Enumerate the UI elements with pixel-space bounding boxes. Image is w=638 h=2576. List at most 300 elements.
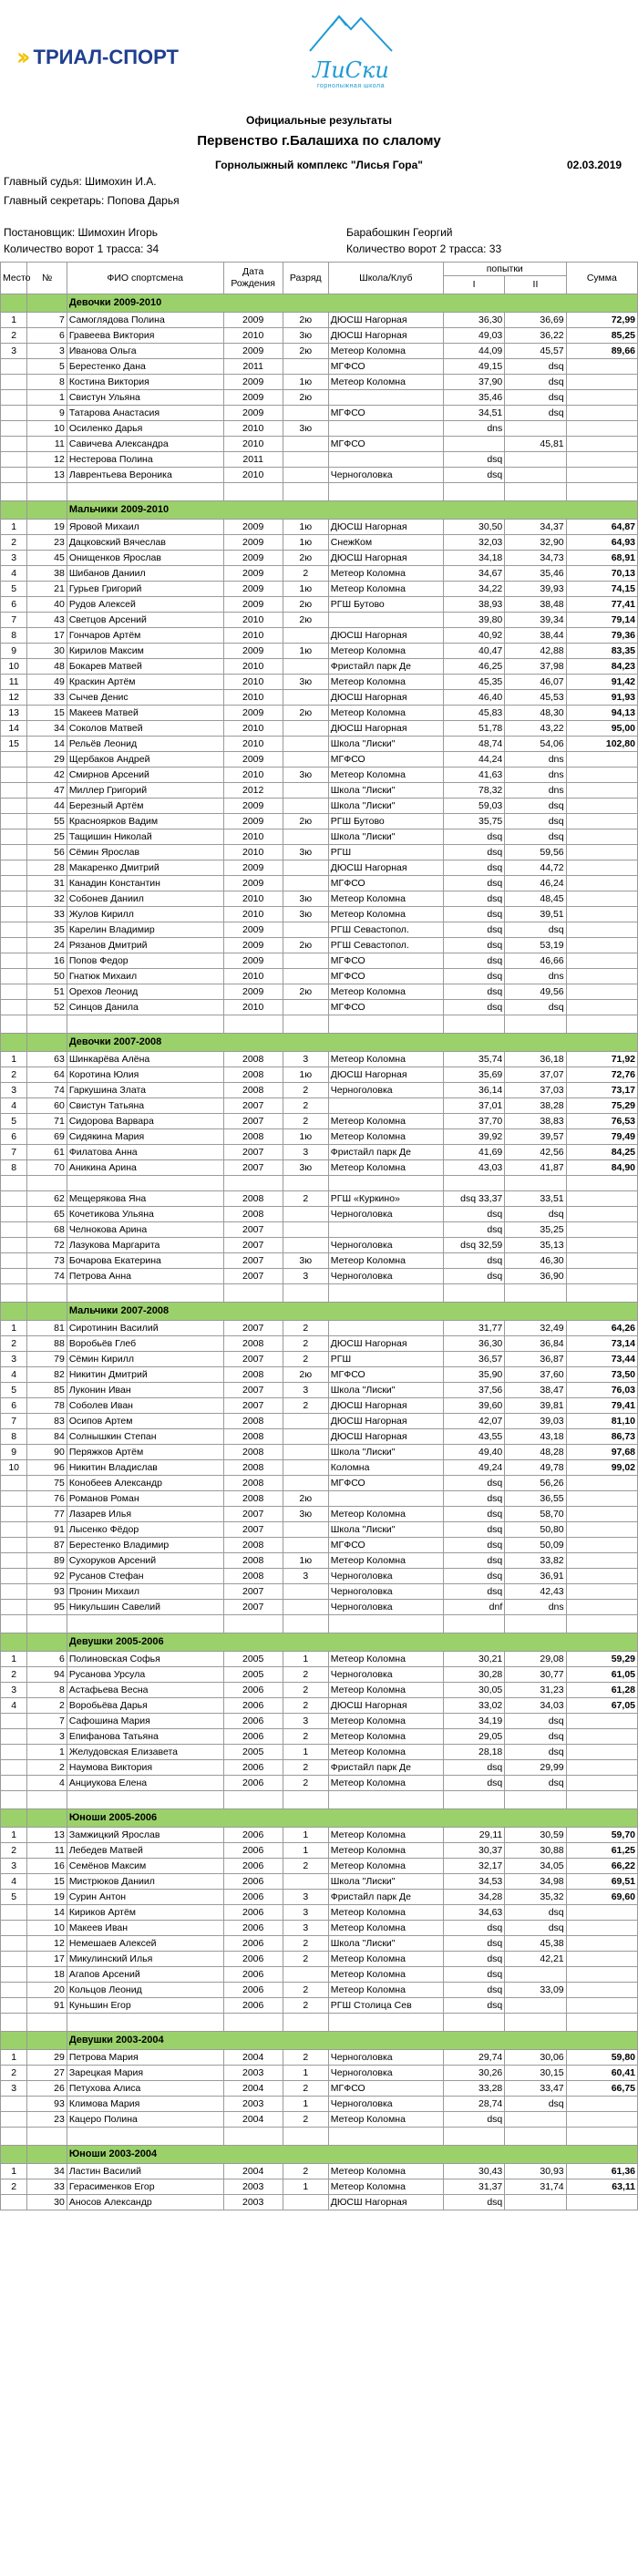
total-cell: 67,05 [566, 1698, 637, 1714]
table-row [1, 1936, 638, 1952]
num-cell: 32 [27, 891, 67, 907]
num-cell: 10 [27, 421, 67, 437]
run2-cell: 37,03 [505, 1083, 566, 1098]
rank-cell: 2ю [283, 597, 328, 613]
group-title: Девушки 2003-2004 [67, 2032, 637, 2050]
num-cell: 90 [27, 1445, 67, 1460]
spacer-cell [1, 1615, 27, 1633]
spacer-cell [505, 1615, 566, 1633]
spacer-cell [67, 483, 223, 501]
place-cell: 5 [1, 1383, 27, 1398]
place-cell [1, 783, 27, 799]
name-cell: Савичева Александра [67, 437, 223, 452]
birth-cell: 2009 [223, 814, 283, 829]
num-cell: 12 [27, 1936, 67, 1952]
run1-cell: 41,69 [443, 1145, 504, 1160]
group-header [1, 1034, 638, 1052]
spacer-cell [223, 1615, 283, 1633]
place-cell [1, 468, 27, 483]
num-cell: 73 [27, 1253, 67, 1269]
rank-cell [283, 1176, 328, 1191]
table-row [1, 1905, 638, 1921]
place-cell: 6 [1, 1398, 27, 1414]
rank-cell: 2ю [283, 706, 328, 721]
place-cell [1, 1776, 27, 1791]
place-cell: 13 [1, 706, 27, 721]
name-cell: Перяжков Артём [67, 1445, 223, 1460]
table-row [1, 628, 638, 644]
birth-cell: 2005 [223, 1652, 283, 1667]
run2-cell: 33,09 [505, 1983, 566, 1998]
run2-cell: 42,43 [505, 1584, 566, 1600]
run1-cell: dsq [443, 1998, 504, 2014]
total-cell [566, 1207, 637, 1222]
club-cell: Черноголовка [328, 2097, 443, 2112]
birth-cell: 2007 [223, 1145, 283, 1160]
place-cell [1, 1600, 27, 1615]
group-blank [1, 294, 27, 313]
num-cell: 96 [27, 1460, 67, 1476]
rank-cell [283, 2195, 328, 2210]
place-cell [1, 1207, 27, 1222]
club-cell [328, 1176, 443, 1191]
total-cell: 59,80 [566, 2050, 637, 2066]
group-blank [27, 1809, 67, 1828]
birth-cell: 2008 [223, 1083, 283, 1098]
club-cell: Черноголовка [328, 1569, 443, 1584]
rank-cell [283, 783, 328, 799]
birth-cell: 2003 [223, 2195, 283, 2210]
table-row [1, 1253, 638, 1269]
run1-cell: dns [443, 421, 504, 437]
num-cell: 93 [27, 2097, 67, 2112]
rank-cell: 2ю [283, 613, 328, 628]
results-body [1, 294, 638, 2210]
total-cell: 63,11 [566, 2179, 637, 2195]
run1-cell: 34,18 [443, 551, 504, 566]
run1-cell: 36,30 [443, 313, 504, 328]
num-cell: 25 [27, 829, 67, 845]
rank-cell [283, 860, 328, 876]
group-blank [1, 2146, 27, 2164]
table-row [1, 721, 638, 737]
birth-cell: 2008 [223, 1191, 283, 1207]
rank-cell: 3ю [283, 1507, 328, 1522]
num-cell: 44 [27, 799, 67, 814]
club-cell: Метеор Коломна [328, 1859, 443, 1874]
table-row [1, 1890, 638, 1905]
table-row [1, 984, 638, 1000]
club-cell: Метеор Коломна [328, 1652, 443, 1667]
place-cell [1, 829, 27, 845]
spacer-cell [283, 1015, 328, 1034]
place-cell [1, 2112, 27, 2128]
spacer-cell [27, 2014, 67, 2032]
col-club: Школа/Клуб [328, 263, 443, 294]
place-cell [1, 1714, 27, 1729]
rank-cell [283, 829, 328, 845]
birth-cell: 2011 [223, 359, 283, 375]
club-cell: Черноголовка [328, 2066, 443, 2081]
name-cell: Осипов Артем [67, 1414, 223, 1429]
birth-cell: 2009 [223, 644, 283, 659]
club-cell: ДЮСШ Нагорная [328, 1398, 443, 1414]
table-row [1, 752, 638, 768]
rank-cell: 3 [283, 1921, 328, 1936]
rank-cell [283, 1874, 328, 1890]
run1-cell: 45,83 [443, 706, 504, 721]
birth-cell: 2006 [223, 1998, 283, 2014]
club-cell: Метеор Коломна [328, 644, 443, 659]
birth-cell: 2011 [223, 452, 283, 468]
run1-cell: dsq [443, 938, 504, 953]
run1-cell: dsq [443, 1491, 504, 1507]
spacer-cell [328, 1015, 443, 1034]
rank-cell [283, 437, 328, 452]
rank-cell: 2 [283, 1321, 328, 1336]
num-cell: 55 [27, 814, 67, 829]
name-cell: Мистрюков Даниил [67, 1874, 223, 1890]
club-cell: Школа "Лиски" [328, 1383, 443, 1398]
name-cell: Самоглядова Полина [67, 313, 223, 328]
run1-cell: dsq [443, 452, 504, 468]
run2-cell: 48,28 [505, 1445, 566, 1460]
birth-cell: 2010 [223, 845, 283, 860]
group-spacer [1, 483, 638, 501]
table-row [1, 2164, 638, 2179]
club-cell: Фристайл парк Де [328, 659, 443, 675]
total-cell: 75,29 [566, 1098, 637, 1114]
run2-cell [505, 2195, 566, 2210]
club-cell: МГФСО [328, 1476, 443, 1491]
total-cell: 70,13 [566, 566, 637, 582]
rank-cell [283, 737, 328, 752]
run2-cell [505, 1967, 566, 1983]
total-cell [566, 860, 637, 876]
group-header [1, 501, 638, 520]
run2-cell: dsq [505, 375, 566, 390]
total-cell [566, 829, 637, 845]
name-cell: Лаврентьева Вероника [67, 468, 223, 483]
table-row [1, 390, 638, 406]
club-cell: Метеор Коломна [328, 1983, 443, 1998]
table-row [1, 1828, 638, 1843]
table-row [1, 1921, 638, 1936]
club-cell: МГФСО [328, 1538, 443, 1553]
run2-cell: 56,26 [505, 1476, 566, 1491]
table-row [1, 1238, 638, 1253]
run2-cell: dsq [505, 1000, 566, 1015]
rank-cell: 2ю [283, 1491, 328, 1507]
place-cell [1, 1222, 27, 1238]
rank-cell [283, 359, 328, 375]
rank-cell [283, 690, 328, 706]
num-cell: 4 [27, 1776, 67, 1791]
club-cell [328, 421, 443, 437]
total-cell [566, 1491, 637, 1507]
rank-cell [283, 1967, 328, 1983]
name-cell: Красноярков Вадим [67, 814, 223, 829]
place-cell: 3 [1, 1683, 27, 1698]
birth-cell: 2010 [223, 721, 283, 737]
gates-course-1: Количество ворот 1 трасса: 34 [4, 242, 160, 255]
run1-cell: 49,15 [443, 359, 504, 375]
place-cell: 15 [1, 737, 27, 752]
run1-cell: 39,60 [443, 1398, 504, 1414]
birth-cell: 2006 [223, 1776, 283, 1791]
rank-cell [283, 752, 328, 768]
club-cell: ДЮСШ Нагорная [328, 551, 443, 566]
num-cell: 33 [27, 2179, 67, 2195]
num-cell: 23 [27, 2112, 67, 2128]
run2-cell: 39,57 [505, 1129, 566, 1145]
run2-cell: 32,90 [505, 535, 566, 551]
club-cell: Школа "Лиски" [328, 829, 443, 845]
run1-cell: 45,35 [443, 675, 504, 690]
rank-cell: 3 [283, 1905, 328, 1921]
spacer-cell [283, 483, 328, 501]
run1-cell: 36,14 [443, 1083, 504, 1098]
table-row [1, 659, 638, 675]
run2-cell: 38,47 [505, 1383, 566, 1398]
table-row [1, 1083, 638, 1098]
birth-cell: 2010 [223, 675, 283, 690]
club-cell: Метеор Коломна [328, 907, 443, 922]
run1-cell: 32,03 [443, 535, 504, 551]
rank-cell: 1ю [283, 1067, 328, 1083]
birth-cell: 2007 [223, 1238, 283, 1253]
num-cell: 38 [27, 566, 67, 582]
table-row [1, 328, 638, 344]
spacer-cell [566, 1284, 637, 1303]
total-cell [566, 1238, 637, 1253]
name-cell: Коротина Юлия [67, 1067, 223, 1083]
club-cell: Школа "Лиски" [328, 737, 443, 752]
name-cell: Герасименков Егор [67, 2179, 223, 2195]
table-row [1, 1569, 638, 1584]
name-cell: Кочетикова Ульяна [67, 1207, 223, 1222]
place-cell [1, 2097, 27, 2112]
birth-cell: 2007 [223, 1321, 283, 1336]
table-row [1, 907, 638, 922]
run1-cell [443, 437, 504, 452]
birth-cell: 2006 [223, 1921, 283, 1936]
rank-cell: 2 [283, 1760, 328, 1776]
total-cell [566, 2097, 637, 2112]
name-cell: Берестенко Дана [67, 359, 223, 375]
num-cell: 63 [27, 1052, 67, 1067]
run2-cell: 38,44 [505, 628, 566, 644]
table-row [1, 969, 638, 984]
name-cell: Рельёв Леонид [67, 737, 223, 752]
run1-cell: dsq [443, 1983, 504, 1998]
col-rank: Разряд [283, 263, 328, 294]
club-cell: Метеор Коломна [328, 1507, 443, 1522]
club-cell: Черноголовка [328, 1584, 443, 1600]
birth-cell: 2008 [223, 1067, 283, 1083]
run2-cell: 42,88 [505, 644, 566, 659]
place-cell: 2 [1, 2066, 27, 2081]
run2-cell: 50,80 [505, 1522, 566, 1538]
club-cell: ДЮСШ Нагорная [328, 1414, 443, 1429]
group-blank [1, 1809, 27, 1828]
name-cell: Попов Федор [67, 953, 223, 969]
rank-cell: 2ю [283, 313, 328, 328]
club-cell: Метеор Коломна [328, 1776, 443, 1791]
birth-cell: 2010 [223, 690, 283, 706]
run1-cell: 49,24 [443, 1460, 504, 1476]
name-cell: Лысенко Фёдор [67, 1522, 223, 1538]
table-row [1, 644, 638, 659]
birth-cell: 2009 [223, 375, 283, 390]
total-cell [566, 891, 637, 907]
group-title: Юноши 2005-2006 [67, 1809, 637, 1828]
rank-cell [283, 969, 328, 984]
club-cell: Метеор Коломна [328, 1114, 443, 1129]
spacer-cell [328, 2128, 443, 2146]
place-cell: 5 [1, 582, 27, 597]
run1-cell: dsq 32,59 [443, 1238, 504, 1253]
total-cell: 91,93 [566, 690, 637, 706]
title-official: Официальные результаты [246, 114, 392, 127]
birth-cell: 2006 [223, 1874, 283, 1890]
table-row [1, 313, 638, 328]
run1-cell: dsq [443, 1538, 504, 1553]
birth-cell: 2009 [223, 535, 283, 551]
run1-cell: 30,50 [443, 520, 504, 535]
run2-cell: 30,77 [505, 1667, 566, 1683]
results-table [0, 262, 638, 2210]
spacer-cell [566, 1791, 637, 1809]
birth-cell: 2008 [223, 1491, 283, 1507]
rank-cell [283, 1600, 328, 1615]
num-cell: 2 [27, 1760, 67, 1776]
name-cell: Гончаров Артём [67, 628, 223, 644]
run1-cell: dsq [443, 1207, 504, 1222]
birth-cell: 2008 [223, 1569, 283, 1584]
total-cell [566, 468, 637, 483]
table-row [1, 2179, 638, 2195]
table-row [1, 706, 638, 721]
gates-course-2: Количество ворот 2 трасса: 33 [346, 242, 502, 255]
run1-cell: 39,80 [443, 613, 504, 628]
run1-cell: 29,11 [443, 1828, 504, 1843]
birth-cell: 2004 [223, 2050, 283, 2066]
spacer-cell [67, 1015, 223, 1034]
run2-cell: dsq [505, 1729, 566, 1745]
rank-cell: 2 [283, 1398, 328, 1414]
table-row [1, 1729, 638, 1745]
spacer-cell [1, 1791, 27, 1809]
table-row [1, 1414, 638, 1429]
birth-cell: 2010 [223, 891, 283, 907]
run2-cell: 30,93 [505, 2164, 566, 2179]
total-cell [566, 799, 637, 814]
place-cell: 3 [1, 1352, 27, 1367]
num-cell: 6 [27, 1652, 67, 1667]
run2-cell: 43,18 [505, 1429, 566, 1445]
total-cell: 73,44 [566, 1352, 637, 1367]
birth-cell: 2006 [223, 1983, 283, 1998]
name-cell: Кацеро Полина [67, 2112, 223, 2128]
table-row [1, 1191, 638, 1207]
group-blank [27, 1303, 67, 1321]
table-row [1, 1859, 638, 1874]
run2-cell: dns [505, 768, 566, 783]
run1-cell: dsq [443, 1553, 504, 1569]
name-cell: Луконин Иван [67, 1383, 223, 1398]
group-blank [27, 2146, 67, 2164]
birth-cell: 2007 [223, 1507, 283, 1522]
total-cell: 73,50 [566, 1367, 637, 1383]
place-cell [1, 799, 27, 814]
num-cell: 79 [27, 1352, 67, 1367]
run1-cell: 43,03 [443, 1160, 504, 1176]
club-cell: РГШ Севастопол. [328, 938, 443, 953]
place-cell [1, 814, 27, 829]
group-blank [1, 1034, 27, 1052]
birth-cell: 2009 [223, 520, 283, 535]
birth-cell: 2009 [223, 566, 283, 582]
total-cell [566, 406, 637, 421]
table-row [1, 1052, 638, 1067]
trial-sport-logo [16, 44, 179, 71]
club-cell [328, 452, 443, 468]
table-row [1, 922, 638, 938]
birth-cell: 2006 [223, 1698, 283, 1714]
total-cell [566, 375, 637, 390]
table-row [1, 1522, 638, 1538]
name-cell: Макеев Матвей [67, 706, 223, 721]
run1-cell: 49,40 [443, 1445, 504, 1460]
title-main: Первенство г.Балашиха по слалому [197, 133, 441, 149]
total-cell: 72,76 [566, 1067, 637, 1083]
spacer-cell [443, 2014, 504, 2032]
total-cell: 61,28 [566, 1683, 637, 1698]
table-row [1, 1998, 638, 2014]
club-cell: Метеор Коломна [328, 1160, 443, 1176]
group-blank [27, 2032, 67, 2050]
name-cell: Березный Артём [67, 799, 223, 814]
club-cell: ДЮСШ Нагорная [328, 690, 443, 706]
name-cell: Щербаков Андрей [67, 752, 223, 768]
club-cell: ДЮСШ Нагорная [328, 313, 443, 328]
birth-cell: 2005 [223, 1745, 283, 1760]
group-blank [1, 501, 27, 520]
run2-cell: 33,47 [505, 2081, 566, 2097]
club-cell: Черноголовка [328, 1207, 443, 1222]
run1-cell: dnf [443, 1600, 504, 1615]
run1-cell: 78,32 [443, 783, 504, 799]
club-cell: Метеор Коломна [328, 582, 443, 597]
num-cell: 31 [27, 876, 67, 891]
total-cell: 73,14 [566, 1336, 637, 1352]
club-cell: Черноголовка [328, 1269, 443, 1284]
birth-cell: 2003 [223, 2179, 283, 2195]
birth-cell: 2007 [223, 1114, 283, 1129]
birth-cell: 2007 [223, 1253, 283, 1269]
rank-cell [283, 1238, 328, 1253]
birth-cell: 2006 [223, 1714, 283, 1729]
place-cell: 2 [1, 1067, 27, 1083]
rank-cell: 2 [283, 1776, 328, 1791]
birth-cell: 2006 [223, 1905, 283, 1921]
run2-cell: 36,90 [505, 1269, 566, 1284]
birth-cell: 2010 [223, 628, 283, 644]
run2-cell: dns [505, 752, 566, 768]
place-cell: 2 [1, 535, 27, 551]
total-cell: 61,25 [566, 1843, 637, 1859]
